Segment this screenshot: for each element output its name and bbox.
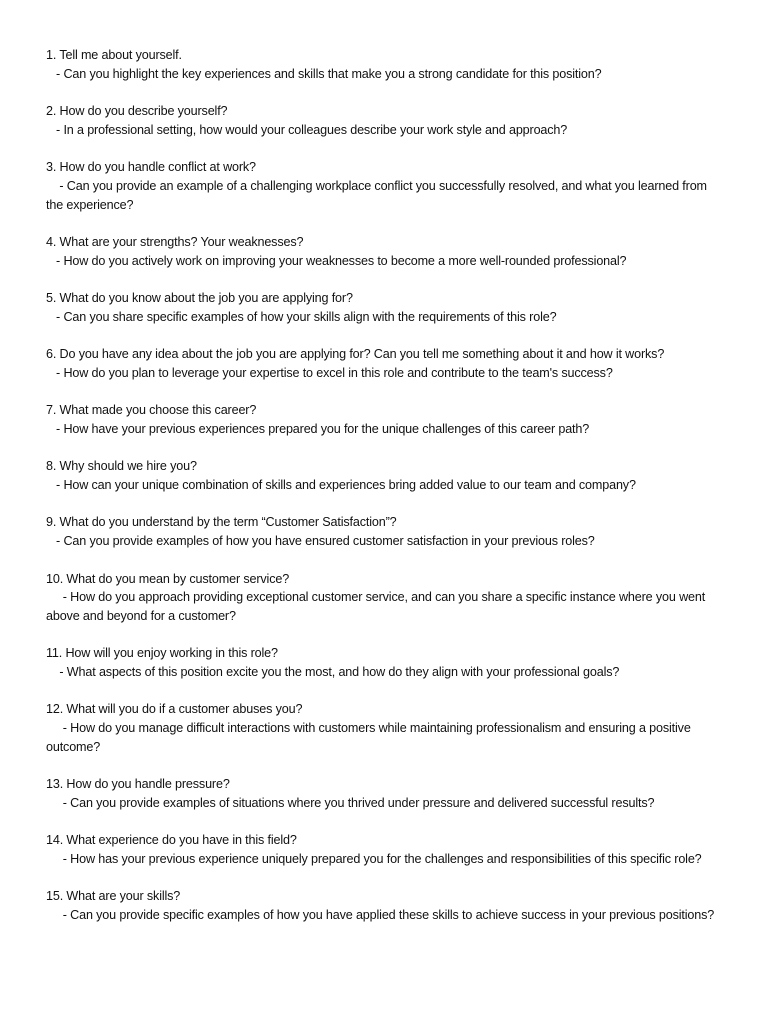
question-item	[46, 102, 716, 139]
question-text: 3. How do you handle conflict at work?	[46, 160, 256, 175]
followup-text: - How do you manage difficult interactions with customers while maintaining professionalism and ensuring a positive outcome?	[46, 721, 695, 754]
question-item	[46, 775, 716, 812]
question-text: 1. Tell me about yourself.	[46, 48, 182, 62]
question-text: 4. What are your strengths? Your weaknesses?	[46, 234, 304, 249]
question-item	[46, 345, 716, 382]
followup-text: - What aspects of this position excite you the most, and how do they align with your professional goals?	[46, 665, 620, 680]
followup-text: - How do you actively work on improving your weaknesses to become a more well-rounded professional?	[46, 253, 627, 268]
question-item	[46, 233, 716, 270]
question-item	[46, 289, 716, 326]
question-item	[46, 887, 716, 924]
question-item	[46, 158, 716, 214]
followup-text: - How do you approach providing exceptional customer service, and can you share a specific instance where you went above and beyond for a customer?	[46, 590, 709, 623]
question-item	[46, 831, 716, 868]
followup-text: - How can your unique combination of skills and experiences bring added value to our team and company?	[46, 478, 636, 493]
question-text: 5. What do you know about the job you are applying for?	[46, 291, 353, 306]
question-text: 10. What do you mean by customer service?	[46, 571, 290, 586]
followup-text: - How have your previous experiences prepared you for the unique challenges of this career path?	[46, 421, 590, 436]
question-item	[46, 401, 716, 438]
question-text: 15. What are your skills?	[46, 889, 181, 904]
question-text: 7. What made you choose this career?	[46, 403, 257, 418]
followup-text: - Can you highlight the key experiences and skills that make you a strong candidate for this position?	[46, 66, 602, 81]
interview-question-list	[46, 46, 716, 944]
question-text: 13. How do you handle pressure?	[46, 777, 230, 792]
followup-text: - Can you share specific examples of how your skills align with the requirements of this role?	[46, 309, 557, 324]
question-item	[46, 570, 716, 626]
followup-text: - How do you plan to leverage your expertise to excel in this role and contribute to the team's success?	[46, 365, 613, 380]
followup-text: - Can you provide an example of a challenging workplace conflict you successfully resolved, and what you learned from the experience?	[46, 178, 711, 212]
followup-text: - Can you provide examples of how you have ensured customer satisfaction in your previous roles?	[46, 534, 595, 549]
question-text: 9. What do you understand by the term “Customer Satisfaction”?	[46, 515, 397, 530]
followup-text: - Can you provide specific examples of how you have applied these skills to achieve success in your previous positions?	[46, 908, 715, 923]
question-text: 6. Do you have any idea about the job you are applying for? Can you tell me something about it and how it works?	[46, 347, 665, 362]
question-text: 12. What will you do if a customer abuses you?	[46, 702, 303, 717]
question-text: 8. Why should we hire you?	[46, 459, 197, 474]
question-text: 11. How will you enjoy working in this role?	[46, 646, 278, 661]
question-item	[46, 513, 716, 550]
followup-text: - Can you provide examples of situations where you thrived under pressure and delivered successful results?	[46, 795, 655, 810]
followup-text: - In a professional setting, how would your colleagues describe your work style and approach?	[46, 122, 568, 137]
question-text: 2. How do you describe yourself?	[46, 104, 228, 119]
question-text: 14. What experience do you have in this field?	[46, 833, 297, 848]
question-item	[46, 457, 716, 494]
question-item	[46, 46, 716, 83]
followup-text: - How has your previous experience uniquely prepared you for the challenges and responsibilities of this specific role?	[46, 852, 702, 867]
question-item	[46, 644, 716, 681]
question-item	[46, 700, 716, 756]
